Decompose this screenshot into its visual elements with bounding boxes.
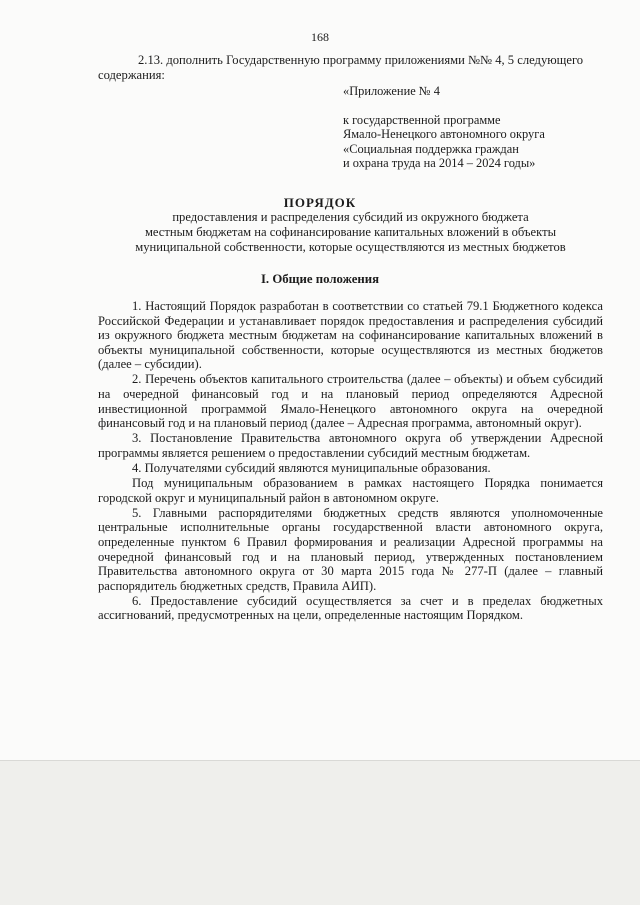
appendix-title: «Приложение № 4 bbox=[343, 84, 440, 98]
subtitle-line: предоставления и распределения субсидий из окружного бюджета bbox=[172, 210, 529, 224]
body-paragraph: 2. Перечень объектов капитального строительства (далее – объекты) и объем субсидий на очередной финансовый год и на плановый период определяются Адресной инвестиционной программой Ямало-Ненецкого автономного округа на очередной финансовый год и на плановый период (далее – Адресная программа, автономный округ). bbox=[98, 372, 603, 431]
page-number: 168 bbox=[311, 30, 329, 44]
appendix-line: Ямало-Ненецкого автономного округа bbox=[343, 127, 545, 142]
appendix-header bbox=[343, 84, 613, 171]
section-heading: I. Общие положения bbox=[260, 272, 380, 286]
subtitle-line: местным бюджетам на софинансирование капитальных вложений в объекты bbox=[144, 225, 557, 239]
subtitle-line: муниципальной собственности, которые осуществляются из местных бюджетов bbox=[135, 240, 566, 254]
appendix-line: «Социальная поддержка граждан bbox=[343, 141, 519, 156]
body-paragraph: Под муниципальным образованием в рамках настоящего Порядка понимается городской округ и муниципальный район в автономном округе. bbox=[98, 476, 603, 505]
section-body bbox=[98, 299, 603, 623]
appendix-line: к государственной программе bbox=[343, 112, 501, 127]
document-title: ПОРЯДОК bbox=[283, 195, 357, 210]
appendix-line: и охрана труда на 2014 – 2024 годы» bbox=[343, 156, 536, 171]
page-background bbox=[0, 761, 640, 905]
body-paragraph: 4. Получателями субсидий являются муниципальные образования. bbox=[132, 461, 491, 476]
body-paragraph: 5. Главными распорядителями бюджетных средств являются уполномоченные центральные исполнительные органы государственной власти автономного округа, определенные пунктом 6 Правил формирования и реализации Адресной программы на очередной финансовый год и на плановый период, утвержденных постановлением Правительства автономного округа от 30 марта 2015 года № 277-П (далее – главный распорядитель бюджетных средств, Правила АИП). bbox=[98, 505, 603, 593]
body-paragraph: 6. Предоставление субсидий осуществляется за счет и в пределах бюджетных ассигнований, предусмотренных на цели, определенные настоящим Порядком. bbox=[98, 593, 603, 623]
intro-paragraph: 2.13. дополнить Государственную программу приложениями №№ 4, 5 следующего содержания: bbox=[98, 53, 584, 82]
body-paragraph: 3. Постановление Правительства автономного округа об утверждении Адресной программы является решением о предоставлении субсидий местным бюджетам. bbox=[98, 431, 603, 460]
body-paragraph: 1. Настоящий Порядок разработан в соответствии со статьей 79.1 Бюджетного кодекса Российской Федерации и устанавливает порядок предоставления и распределения субсидий из окружного бюджета местным бюджетам на софинансирование капитальных вложений в объекты муниципальной собственности, которые осуществляются из местных бюджетов (далее – субсидии). bbox=[98, 299, 603, 372]
document-subtitle bbox=[98, 210, 603, 255]
